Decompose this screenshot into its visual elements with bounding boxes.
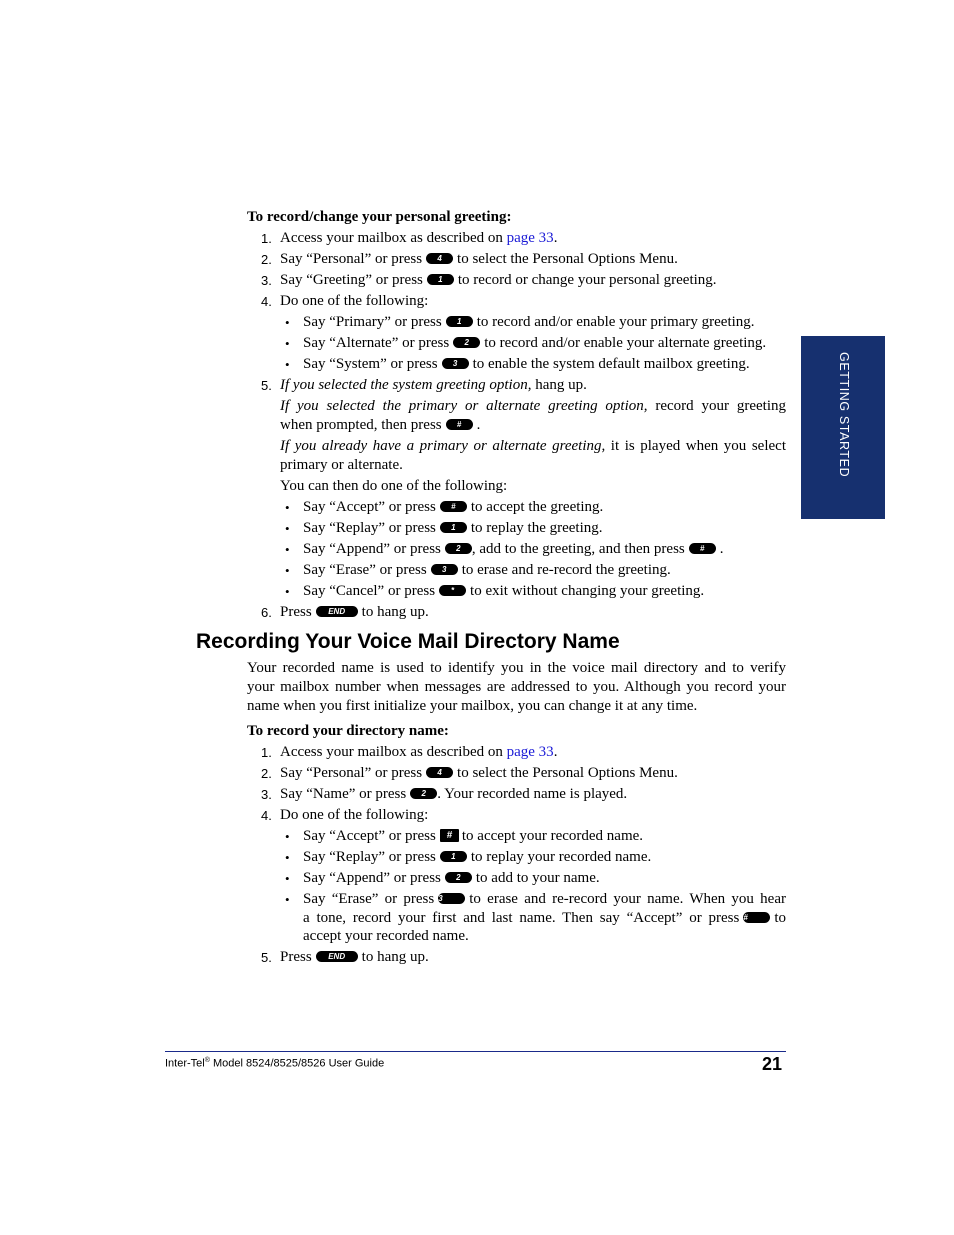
option-text: to enable the system default mailbox greeting. [472,356,750,372]
step-number: 4. [261,294,272,309]
option-text: Say “Erase” or press [303,891,435,907]
key-3-icon: 3 [438,893,465,904]
step-4-text: Do one of the following: [280,293,429,309]
intro-line-1: Your recorded name is used to identify you in the voice mail directory and to verify [247,660,786,676]
step-text: to record or change your personal greeting. [457,272,717,288]
step-text: . Your recorded name is played. [437,786,628,802]
key-hash-icon: # [440,829,459,842]
paragraph-existing-line2: primary or alternate. [280,457,403,473]
option-text: Say “Replay” or press [303,520,436,536]
key-1-icon: 1 [440,851,467,862]
step-5-text [280,376,587,395]
option-replay [303,519,603,538]
option-replay [303,848,651,867]
step-text: to hang up. [361,604,429,620]
option-system [303,355,750,374]
footer-guide: Model 8524/8525/8526 User Guide [209,1057,385,1070]
step-6-text [280,603,429,622]
key-4-icon: 4 [426,767,453,778]
step-text-italic: If you selected the system greeting option, [280,377,532,393]
procedure-title: To record your directory name: [247,723,449,739]
bullet-icon: • [285,563,290,578]
bullet-icon: • [285,871,290,886]
option-text: to exit without changing your greeting. [470,583,705,599]
para-text: . [476,417,481,433]
chapter-tab-label: GETTING STARTED [837,352,851,478]
step-text: Say “Name” or press [280,786,407,802]
step-number: 2. [261,766,272,781]
option-text: to accept the greeting. [470,499,604,515]
key-1-icon: 1 [427,274,454,285]
bullet-icon: • [285,829,290,844]
option-text: Say “System” or press [303,356,438,372]
step-text: hang up. [531,377,587,393]
key-1-icon: 1 [446,316,473,327]
page-number: 21 [762,1054,783,1074]
step-number: 4. [261,808,272,823]
step-number: 2. [261,252,272,267]
step-3-text [280,785,627,804]
key-2-icon: 2 [410,788,437,799]
step-number: 3. [261,787,272,802]
step-1-text [280,743,557,762]
bullet-icon: • [285,521,290,536]
key-2-icon: 2 [453,337,480,348]
key-2-icon: 2 [445,872,472,883]
key-hash-icon: # [743,912,770,923]
step-text: Press [280,604,312,620]
page-link[interactable]: page 33 [506,744,554,760]
option-text: a tone, record your first and last name. Then say “Accept” or press [303,910,740,926]
bullet-icon: • [285,850,290,865]
key-end-icon: END [316,606,358,617]
step-text: Access your mailbox as described on [280,744,507,760]
step-4-text: Do one of the following: [280,807,429,823]
footer-title [165,1054,384,1071]
option-text: to accept your recorded name. [461,828,644,844]
option-text: Say “Accept” or press [303,499,436,515]
key-star-icon: * [439,585,466,596]
option-erase-line2 [303,909,786,928]
step-2-text [280,250,678,269]
key-hash-icon: # [440,501,467,512]
option-accept [303,498,603,517]
option-primary [303,313,755,332]
option-erase [303,561,671,580]
step-2-text [280,764,678,783]
step-text: Say “Greeting” or press [280,272,423,288]
bullet-icon: • [285,584,290,599]
step-number: 3. [261,273,272,288]
option-text: to erase and re-record the greeting. [461,562,671,578]
bullet-icon: • [285,336,290,351]
paragraph-primary-line2 [280,416,480,435]
intro-line-2: your mailbox number when messages are addressed to you. Although you record your [247,679,786,695]
option-text: Say “Replay” or press [303,849,436,865]
option-text: to record and/or enable your alternate greeting. [484,335,767,351]
step-3-text [280,271,717,290]
option-alternate [303,334,766,353]
step-text: Say “Personal” or press [280,251,423,267]
step-text: . [553,230,558,246]
step-number: 6. [261,605,272,620]
procedure-title: To record/change your personal greeting: [247,209,512,225]
paragraph-existing-line1 [280,437,786,456]
chapter-tab [801,336,885,519]
option-text: Say “Erase” or press [303,562,427,578]
step-text: Say “Personal” or press [280,765,423,781]
option-text: to replay your recorded name. [470,849,652,865]
option-text: , add to the greeting, and then press [471,541,685,557]
option-cancel [303,582,704,601]
step-1-text [280,229,557,248]
step-text: Press [280,949,312,965]
option-text: Say “Primary” or press [303,314,442,330]
para-italic: If you already have a primary or alternate greeting, [280,438,606,454]
step-text: to hang up. [361,949,429,965]
footer-brand: Inter-Tel [165,1057,205,1070]
step-number: 1. [261,745,272,760]
key-end-icon: END [316,951,358,962]
paragraph-primary-line1 [280,397,786,416]
key-3-icon: 3 [442,358,469,369]
option-append [303,869,600,888]
option-text: Say “Accept” or press [303,828,436,844]
section-heading: Recording Your Voice Mail Directory Name [196,630,620,653]
option-erase-line3: accept your recorded name. [303,928,469,944]
step-text: Access your mailbox as described on [280,230,507,246]
intro-line-3: name when you first initialize your mailbox, you can change it at any time. [247,698,698,714]
option-text: . [719,541,724,557]
option-text: to [774,910,786,926]
key-hash-icon: # [689,543,716,554]
key-3-icon: 3 [431,564,458,575]
key-4-icon: 4 [426,253,453,264]
bullet-icon: • [285,542,290,557]
option-text: Say “Append” or press [303,870,441,886]
option-text: Say “Cancel” or press [303,583,436,599]
key-hash-icon: # [446,419,473,430]
step-number: 5. [261,950,272,965]
option-text: to add to your name. [475,870,600,886]
para-italic: If you selected the primary or alternate greeting option, [280,398,648,414]
option-text: to record and/or enable your primary greeting. [476,314,755,330]
step-number: 1. [261,231,272,246]
step-number: 5. [261,378,272,393]
option-text: Say “Append” or press [303,541,441,557]
chapter-tab-label-wrap [829,352,857,502]
key-1-icon: 1 [440,522,467,533]
step-5-text [280,948,429,967]
option-erase-line1 [303,890,786,909]
option-text: Say “Alternate” or press [303,335,450,351]
para-text: record your greeting [647,398,787,414]
footer-rule [165,1051,786,1052]
option-append [303,540,724,559]
option-text: to erase and re-record your name. When you hear [469,891,786,907]
step-text: to select the Personal Options Menu. [457,251,678,267]
para-text: it is played when you select [605,438,786,454]
para-text: when prompted, then press [280,417,442,433]
key-2-icon: 2 [445,543,472,554]
bullet-icon: • [285,315,290,330]
option-text: to replay the greeting. [470,520,603,536]
footer-reg-mark: ® [204,1057,210,1064]
page-link[interactable]: page 33 [506,230,554,246]
bullet-icon: • [285,357,290,372]
step-text: . [553,744,558,760]
step-text: to select the Personal Options Menu. [457,765,678,781]
paragraph-then: You can then do one of the following: [280,478,508,494]
option-accept [303,827,643,846]
bullet-icon: • [285,500,290,515]
bullet-icon: • [285,892,290,907]
